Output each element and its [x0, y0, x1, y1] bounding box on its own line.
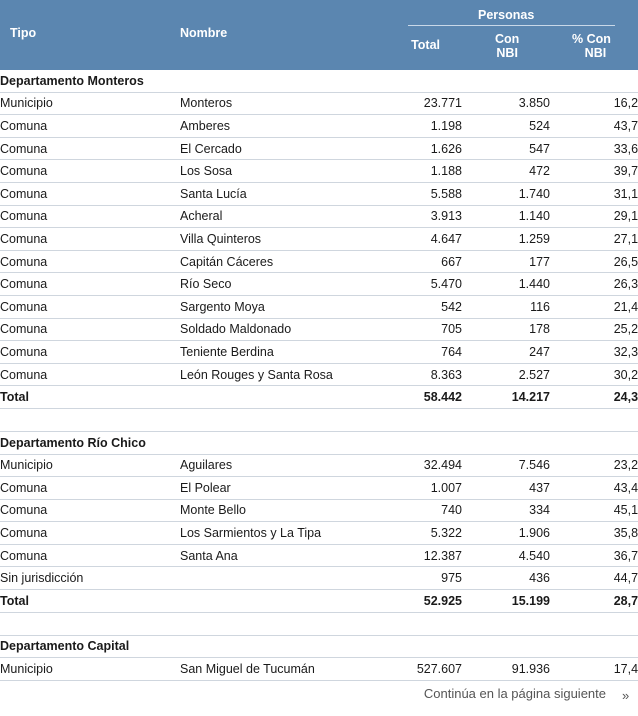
cell-pct-con-nbi: 43,4: [550, 477, 638, 500]
cell-total-label: Total: [0, 590, 180, 613]
cell-pct-con-nbi: 44,7: [550, 567, 638, 590]
cell-pct-con-nbi: 43,7: [550, 115, 638, 138]
cell-tipo: Comuna: [0, 137, 180, 160]
cell-total: 1.007: [370, 477, 462, 500]
section-header-row: [0, 70, 638, 92]
cell-total: 32.494: [370, 454, 462, 477]
cell-pct-con-nbi: 24,3: [550, 386, 638, 409]
cell-empty: [180, 590, 370, 613]
table-row: [0, 115, 638, 138]
table-row: [0, 454, 638, 477]
cell-total: 1.198: [370, 115, 462, 138]
cell-nombre: [180, 567, 370, 590]
header-nombre: Nombre: [180, 26, 228, 40]
cell-con-nbi: 1.259: [462, 228, 550, 251]
header-personas-divider: [408, 25, 615, 26]
table-row: [0, 92, 638, 115]
table-row: [0, 250, 638, 273]
spacer-cell: [0, 612, 638, 635]
section-title: Departamento Monteros: [0, 70, 638, 92]
cell-con-nbi: 436: [462, 567, 550, 590]
cell-con-nbi: 437: [462, 477, 550, 500]
cell-nombre: Monteros: [180, 92, 370, 115]
cell-pct-con-nbi: 36,7: [550, 544, 638, 567]
cell-tipo: Comuna: [0, 160, 180, 183]
table-row: [0, 658, 638, 681]
cell-total: 5.322: [370, 522, 462, 545]
cell-total: 542: [370, 295, 462, 318]
cell-pct-con-nbi: 32,3: [550, 341, 638, 364]
total-row: [0, 386, 638, 409]
double-chevron-right-icon: »: [622, 688, 630, 703]
cell-pct-con-nbi: 33,6: [550, 137, 638, 160]
cell-tipo: Comuna: [0, 544, 180, 567]
table-row: [0, 182, 638, 205]
cell-con-nbi: 334: [462, 499, 550, 522]
total-row: [0, 590, 638, 613]
cell-tipo: Comuna: [0, 273, 180, 296]
cell-tipo: Comuna: [0, 295, 180, 318]
header-personas: Personas: [478, 8, 535, 22]
cell-con-nbi: 472: [462, 160, 550, 183]
header-pct-line1: % Con: [572, 32, 611, 46]
section-header-row: [0, 431, 638, 454]
cell-pct-con-nbi: 45,1: [550, 499, 638, 522]
cell-total: 52.925: [370, 590, 462, 613]
cell-con-nbi: 547: [462, 137, 550, 160]
cell-nombre: Los Sarmientos y La Tipa: [180, 522, 370, 545]
cell-con-nbi: 91.936: [462, 658, 550, 681]
cell-con-nbi: 3.850: [462, 92, 550, 115]
cell-pct-con-nbi: 26,5: [550, 250, 638, 273]
cell-con-nbi: 177: [462, 250, 550, 273]
cell-total: 975: [370, 567, 462, 590]
cell-nombre: Teniente Berdina: [180, 341, 370, 364]
table-row: [0, 499, 638, 522]
section-title: Departamento Capital: [0, 635, 638, 658]
table-row: [0, 273, 638, 296]
cell-nombre: El Polear: [180, 477, 370, 500]
header-con-nbi-line2: NBI: [496, 46, 518, 60]
cell-con-nbi: 1.740: [462, 182, 550, 205]
cell-nombre: Río Seco: [180, 273, 370, 296]
spacer-row: [0, 612, 638, 635]
cell-pct-con-nbi: 35,8: [550, 522, 638, 545]
table-row: [0, 363, 638, 386]
cell-total: 23.771: [370, 92, 462, 115]
cell-tipo: Comuna: [0, 522, 180, 545]
cell-pct-con-nbi: 21,4: [550, 295, 638, 318]
cell-con-nbi: 116: [462, 295, 550, 318]
cell-pct-con-nbi: 28,7: [550, 590, 638, 613]
cell-con-nbi: 7.546: [462, 454, 550, 477]
header-pct-line2: NBI: [584, 46, 607, 60]
cell-nombre: Soldado Maldonado: [180, 318, 370, 341]
cell-nombre: Acheral: [180, 205, 370, 228]
cell-con-nbi: 4.540: [462, 544, 550, 567]
header-con-nbi: [495, 32, 519, 60]
cell-tipo: Comuna: [0, 341, 180, 364]
cell-pct-con-nbi: 27,1: [550, 228, 638, 251]
cell-pct-con-nbi: 31,1: [550, 182, 638, 205]
table-row: [0, 567, 638, 590]
header-tipo: Tipo: [10, 26, 37, 40]
cell-total: 667: [370, 250, 462, 273]
section-header-row: [0, 635, 638, 658]
cell-nombre: Santa Lucía: [180, 182, 370, 205]
cell-nombre: El Cercado: [180, 137, 370, 160]
cell-total-label: Total: [0, 386, 180, 409]
cell-tipo: Municipio: [0, 658, 180, 681]
cell-tipo: Sin jurisdicción: [0, 567, 180, 590]
cell-nombre: León Rouges y Santa Rosa: [180, 363, 370, 386]
table-row: [0, 160, 638, 183]
cell-total: 5.470: [370, 273, 462, 296]
cell-total: 764: [370, 341, 462, 364]
table-row: [0, 341, 638, 364]
table-body: [0, 70, 638, 680]
cell-con-nbi: 1.906: [462, 522, 550, 545]
cell-con-nbi: 524: [462, 115, 550, 138]
cell-pct-con-nbi: 26,3: [550, 273, 638, 296]
header-pct-con-nbi: [572, 32, 611, 60]
cell-tipo: Comuna: [0, 250, 180, 273]
cell-total: 12.387: [370, 544, 462, 567]
continue-note: Continúa en la página siguiente: [423, 686, 606, 701]
cell-pct-con-nbi: 29,1: [550, 205, 638, 228]
cell-total: 4.647: [370, 228, 462, 251]
cell-nombre: Amberes: [180, 115, 370, 138]
header-con-nbi-line1: Con: [495, 32, 520, 46]
table-row: [0, 318, 638, 341]
spacer-cell: [0, 408, 638, 431]
cell-con-nbi: 14.217: [462, 386, 550, 409]
cell-tipo: Comuna: [0, 182, 180, 205]
table-row: [0, 522, 638, 545]
data-table: [0, 70, 638, 681]
cell-con-nbi: 247: [462, 341, 550, 364]
cell-pct-con-nbi: 25,2: [550, 318, 638, 341]
cell-total: 527.607: [370, 658, 462, 681]
table-row: [0, 477, 638, 500]
cell-total: 3.913: [370, 205, 462, 228]
table-row: [0, 295, 638, 318]
cell-nombre: Los Sosa: [180, 160, 370, 183]
cell-tipo: Comuna: [0, 363, 180, 386]
cell-con-nbi: 1.140: [462, 205, 550, 228]
cell-nombre: Aguilares: [180, 454, 370, 477]
cell-total: 58.442: [370, 386, 462, 409]
cell-total: 1.626: [370, 137, 462, 160]
cell-nombre: San Miguel de Tucumán: [180, 658, 370, 681]
cell-con-nbi: 178: [462, 318, 550, 341]
cell-total: 8.363: [370, 363, 462, 386]
table-row: [0, 228, 638, 251]
cell-total: 705: [370, 318, 462, 341]
cell-tipo: Comuna: [0, 499, 180, 522]
cell-pct-con-nbi: 16,2: [550, 92, 638, 115]
cell-con-nbi: 2.527: [462, 363, 550, 386]
table-header: [0, 0, 638, 70]
cell-total: 740: [370, 499, 462, 522]
section-title: Departamento Río Chico: [0, 431, 638, 454]
cell-tipo: Comuna: [0, 477, 180, 500]
table-row: [0, 137, 638, 160]
cell-nombre: Villa Quinteros: [180, 228, 370, 251]
cell-tipo: Municipio: [0, 454, 180, 477]
cell-pct-con-nbi: 39,7: [550, 160, 638, 183]
cell-con-nbi: 15.199: [462, 590, 550, 613]
cell-nombre: Santa Ana: [180, 544, 370, 567]
cell-tipo: Comuna: [0, 115, 180, 138]
cell-pct-con-nbi: 17,4: [550, 658, 638, 681]
cell-total: 5.588: [370, 182, 462, 205]
cell-nombre: Sargento Moya: [180, 295, 370, 318]
cell-tipo: Municipio: [0, 92, 180, 115]
cell-tipo: Comuna: [0, 318, 180, 341]
header-total: Total: [411, 38, 440, 52]
table-row: [0, 205, 638, 228]
cell-tipo: Comuna: [0, 228, 180, 251]
cell-nombre: Monte Bello: [180, 499, 370, 522]
cell-tipo: Comuna: [0, 205, 180, 228]
cell-nombre: Capitán Cáceres: [180, 250, 370, 273]
table-row: [0, 544, 638, 567]
cell-total: 1.188: [370, 160, 462, 183]
cell-con-nbi: 1.440: [462, 273, 550, 296]
cell-pct-con-nbi: 30,2: [550, 363, 638, 386]
cell-pct-con-nbi: 23,2: [550, 454, 638, 477]
cell-empty: [180, 386, 370, 409]
spacer-row: [0, 408, 638, 431]
